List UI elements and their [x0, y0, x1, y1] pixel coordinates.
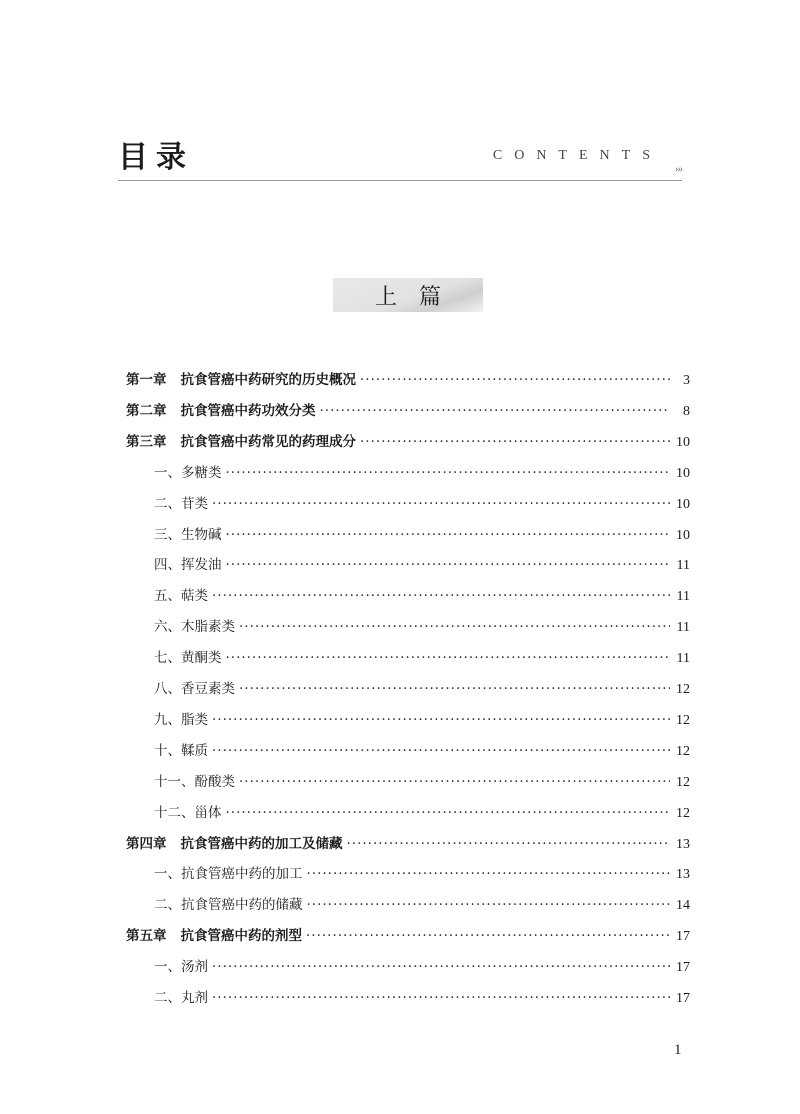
toc-section-entry[interactable]: [154, 646, 690, 670]
toc-entry-label: [154, 708, 208, 732]
entry-title: 二、丸剂: [154, 990, 208, 1006]
entry-page-number: 8: [683, 403, 690, 419]
entry-page-number: 12: [676, 743, 690, 759]
entry-page-number: 11: [676, 620, 690, 636]
contents-subtitle: CONTENTS: [492, 148, 662, 163]
dot-leader: [226, 553, 671, 577]
entry-page-number: 10: [676, 465, 690, 481]
entry-title: 一、多糖类: [154, 464, 222, 481]
entry-title: 十一、酚酸类: [154, 773, 235, 790]
toc-section-entry[interactable]: [154, 893, 690, 917]
dot-leader: [307, 862, 671, 886]
toc-header: [118, 138, 682, 182]
toc-section-entry[interactable]: [154, 708, 690, 732]
entry-page-number: 11: [676, 589, 690, 605]
dot-leader: [306, 924, 670, 948]
entry-title: 二、抗食管癌中药的储藏: [154, 897, 303, 914]
entry-page-number: 10: [676, 434, 690, 450]
entry-title: 二、苷类: [154, 495, 208, 512]
entry-page-number: 11: [676, 651, 690, 667]
dot-leader: [347, 832, 671, 856]
dot-leader: [212, 584, 670, 608]
toc-title: 目录: [118, 140, 194, 175]
dot-leader: [360, 430, 670, 454]
dot-leader: [226, 523, 671, 547]
entry-page-number: 12: [676, 682, 690, 697]
entry-title: 三、生物碱: [154, 526, 222, 543]
toc-entry-label: [154, 523, 222, 547]
entry-title: 四、挥发油: [154, 557, 222, 574]
chapter-number: 第四章: [126, 835, 167, 852]
entry-page-number: 17: [676, 960, 690, 976]
toc-entry-label: [154, 955, 208, 979]
chevrons-icon: ›››: [675, 164, 682, 175]
entry-title: 八、香豆素类: [154, 681, 235, 697]
chapter-number: 第五章: [126, 928, 167, 945]
dot-leader: [212, 986, 670, 1010]
entry-page-number: 12: [676, 805, 690, 821]
entry-page-number: 3: [683, 373, 690, 388]
entry-page-number: 17: [676, 929, 690, 945]
toc-entry-label: [154, 862, 303, 886]
toc-entry-label: [154, 770, 235, 794]
toc-section-entry[interactable]: [154, 615, 690, 639]
dot-leader: [226, 801, 671, 825]
toc-section-entry[interactable]: [154, 862, 690, 886]
toc-entry-label: [154, 553, 222, 577]
entry-title: 抗食管癌中药常见的药理成分: [180, 433, 356, 450]
dot-leader: [307, 893, 671, 917]
dot-leader: [239, 677, 670, 701]
entry-title: 五、萜类: [154, 588, 208, 605]
toc-section-entry[interactable]: [154, 523, 690, 547]
toc-entry-label: [154, 646, 222, 670]
toc-section-entry[interactable]: [154, 801, 690, 825]
dot-leader: [320, 399, 671, 423]
entry-page-number: 10: [676, 496, 690, 512]
toc-section-entry[interactable]: [154, 770, 690, 794]
toc-section-entry[interactable]: [154, 739, 690, 763]
toc-section-entry[interactable]: [154, 986, 690, 1010]
entry-page-number: 14: [676, 898, 690, 914]
page-number: 1: [674, 1042, 682, 1058]
toc-entry-label: [126, 430, 356, 454]
entry-title: 一、汤剂: [154, 959, 208, 976]
toc-entry-label: [154, 615, 235, 639]
entry-title: 六、木脂素类: [154, 619, 235, 636]
toc-section-entry[interactable]: [154, 553, 690, 577]
toc-section-entry[interactable]: [154, 492, 690, 516]
entry-title: 抗食管癌中药功效分类: [180, 402, 316, 419]
entry-page-number: 12: [676, 774, 690, 790]
entry-title: 七、黄酮类: [154, 650, 222, 667]
entry-page-number: 11: [676, 558, 690, 574]
toc-entry-label: [154, 801, 222, 825]
toc-chapter-entry[interactable]: [126, 924, 690, 948]
dot-leader: [212, 492, 670, 516]
dot-leader: [226, 461, 671, 485]
toc-entry-label: [154, 677, 235, 701]
chapter-number: 第二章: [126, 402, 167, 419]
toc-section-entry[interactable]: [154, 461, 690, 485]
dot-leader: [212, 708, 670, 732]
toc-chapter-entry[interactable]: [126, 430, 690, 454]
entry-page-number: 12: [676, 712, 690, 728]
toc-entry-label: [126, 832, 343, 856]
entry-title: 十二、甾体: [154, 804, 222, 821]
toc-entry-label: [154, 739, 208, 763]
toc-section-entry[interactable]: [154, 955, 690, 979]
toc-chapter-entry[interactable]: [126, 832, 690, 856]
part-label: 上篇: [374, 284, 463, 310]
toc-entry-label: [154, 986, 208, 1010]
toc-entry-label: [126, 399, 316, 423]
dot-leader: [212, 955, 670, 979]
chapter-number: 第一章: [126, 372, 167, 388]
toc-entry-label: [154, 584, 208, 608]
entry-page-number: 17: [676, 991, 690, 1006]
entry-title: 一、抗食管癌中药的加工: [154, 866, 303, 883]
toc-entry-label: [126, 924, 302, 948]
chapter-number: 第三章: [126, 433, 167, 450]
dot-leader: [212, 739, 670, 763]
toc-entry-label: [126, 368, 356, 392]
dot-leader: [239, 615, 670, 639]
entry-title: 抗食管癌中药的加工及储藏: [180, 835, 343, 852]
dot-leader: [360, 368, 670, 392]
entry-page-number: 13: [676, 867, 690, 883]
toc-entry-label: [154, 461, 222, 485]
entry-title: 抗食管癌中药的剂型: [180, 928, 302, 945]
toc-entry-label: [154, 893, 303, 917]
entry-title: 九、脂类: [154, 711, 208, 728]
toc-entry-label: [154, 492, 208, 516]
toc-section-entry[interactable]: [154, 584, 690, 608]
entry-title: 抗食管癌中药研究的历史概况: [180, 372, 356, 388]
toc-chapter-entry[interactable]: [126, 368, 690, 392]
toc-section-entry[interactable]: [154, 677, 690, 701]
toc-chapter-entry[interactable]: [126, 399, 690, 423]
dot-leader: [226, 646, 671, 670]
entry-page-number: 13: [676, 836, 690, 852]
header-divider: [118, 180, 682, 181]
dot-leader: [239, 770, 670, 794]
entry-page-number: 10: [676, 527, 690, 543]
part-banner: [333, 278, 483, 312]
entry-title: 十、鞣质: [154, 742, 208, 759]
